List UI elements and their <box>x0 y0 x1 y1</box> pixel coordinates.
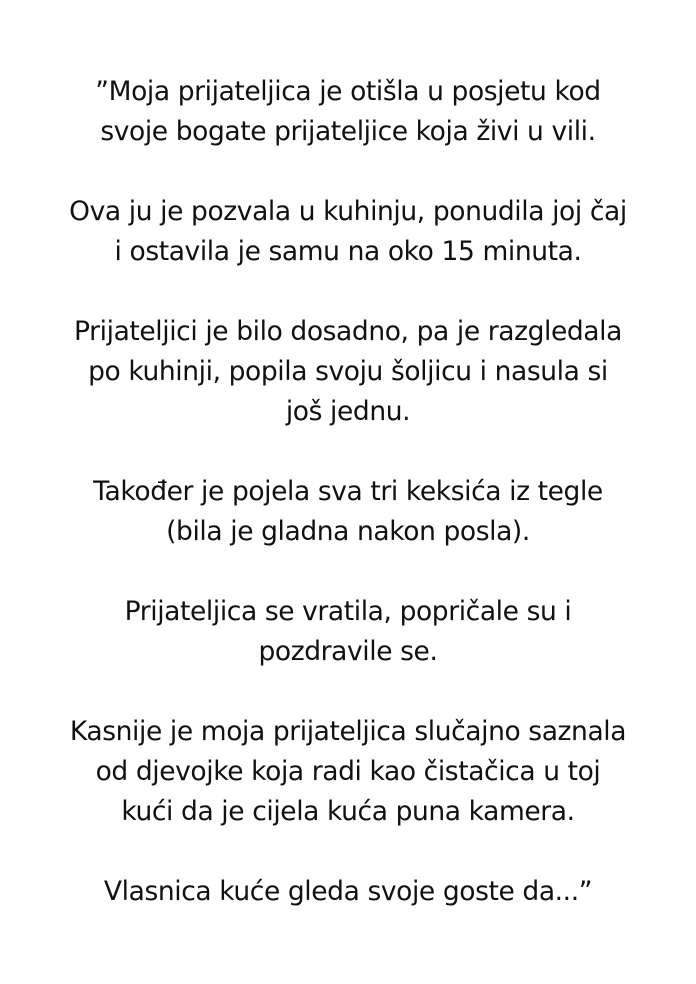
text-line: i ostavila je samu na oko 15 minuta. <box>114 236 582 267</box>
paragraph-2 <box>3 192 693 272</box>
paragraph-4 <box>3 472 693 552</box>
paragraph-1 <box>3 72 693 152</box>
text-line: Prijateljica se vratila, popričale su i <box>124 596 572 627</box>
text-line: još jednu. <box>285 396 411 427</box>
text-line: (bila je gladna nakon posla). <box>166 516 530 547</box>
text-line: Kasnije je moja prijateljica slučajno saznala <box>69 716 627 747</box>
paragraph-3 <box>3 312 693 432</box>
text-line: svoje bogate prijateljice koja živi u vili. <box>100 116 596 147</box>
text-line: od djevojke koja radi kao čistačica u toj <box>95 756 601 787</box>
text-line: Ova ju je pozvala u kuhinju, ponudila joj čaj <box>69 196 627 227</box>
text-line: pozdravile se. <box>258 636 438 667</box>
text-line: Također je pojela sva tri keksića iz tegle <box>93 476 603 507</box>
text-line: kući da je cijela kuća puna kamera. <box>121 796 575 827</box>
paragraph-6 <box>3 712 693 832</box>
text-line: Prijateljici je bilo dosadno, pa je razgledala <box>74 316 622 347</box>
paragraph-5 <box>3 592 693 672</box>
text-line: po kuhinji, popila svoju šoljicu i nasula si <box>88 356 608 387</box>
paragraph-7 <box>3 872 693 912</box>
text-line: ”Moja prijateljica je otišla u posjetu kod <box>95 76 601 107</box>
text-line: Vlasnica kuće gleda svoje goste da...” <box>103 876 593 907</box>
